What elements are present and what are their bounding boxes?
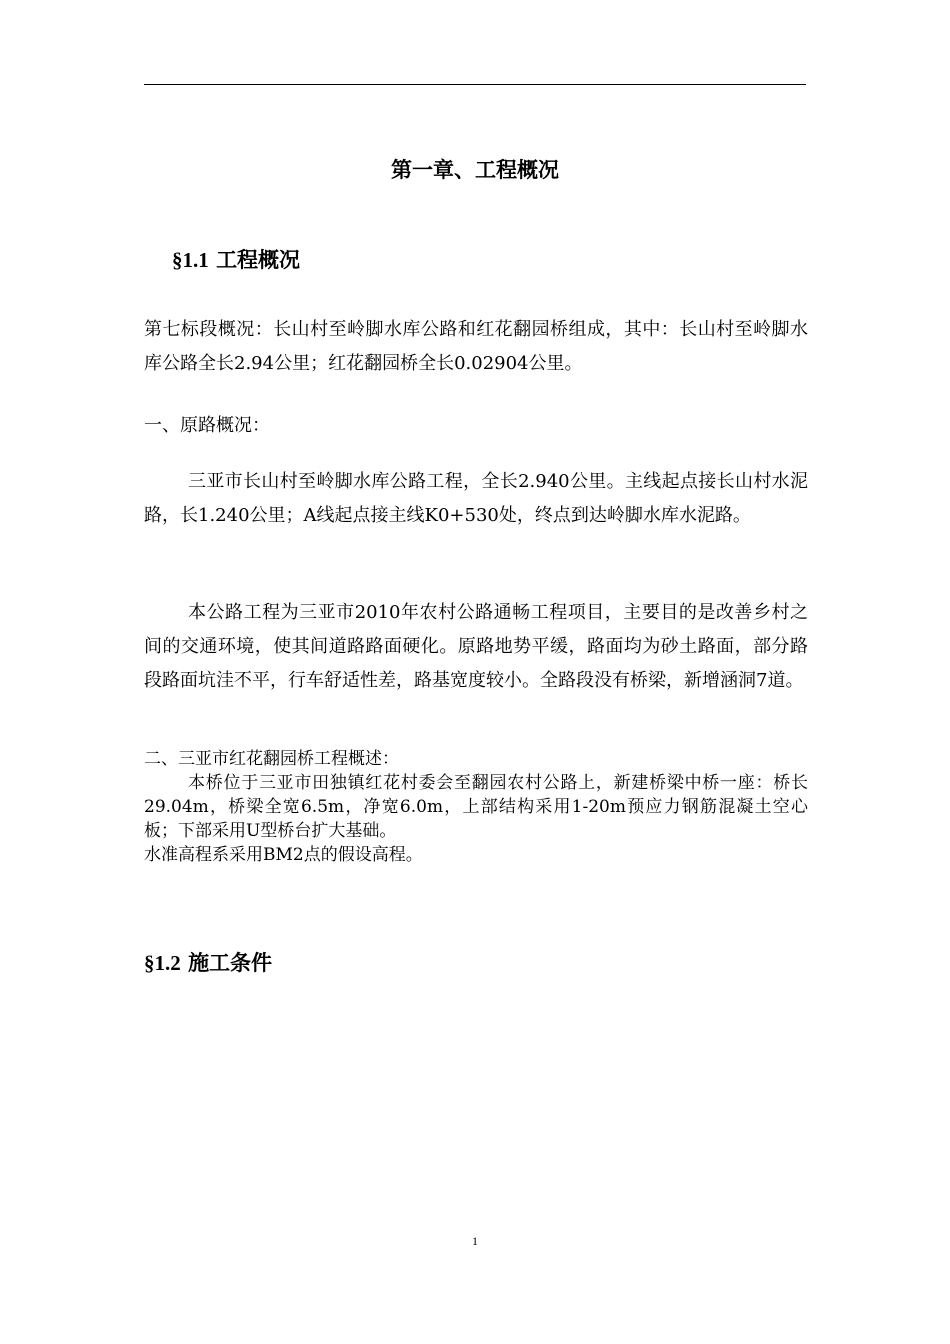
section-number: §1.2 <box>144 951 181 975</box>
overview-paragraph: 第七标段概况：长山村至岭脚水库公路和红花翻园桥组成，其中：长山村至岭脚水库公路全长2.94公里；红花翻园桥全长0.02904公里。 <box>144 319 808 374</box>
page-number: 1 <box>472 1234 478 1248</box>
bridge-paragraph: 本桥位于三亚市田独镇红花村委会至翻园农村公路上，新建桥梁中桥一座：桥长29.04m，桥梁全宽6.5m，净宽6.0m，上部结构采用1-20m预应力钢筋混凝土空心板；下部采用U型桥台扩大基础。 <box>144 773 808 841</box>
route-paragraph-1: 三亚市长山村至岭脚水库公路工程，全长2.940公里。主线起点接长山村水泥路，长1.240公里；A线起点接主线K0+530处，终点到达岭脚水库水泥路。 <box>144 471 808 526</box>
section-number: §1.1 <box>172 248 209 272</box>
subheading-bridge: 二、三亚市红花翻园桥工程概述： <box>144 749 399 769</box>
route-paragraph-2: 本公路工程为三亚市2010年农村公路通畅工程项目，主要目的是改善乡村之间的交通环境，使其间道路路面硬化。原路地势平缓，路面均为砂土路面，部分路段路面坑洼不平，行车舒适性差，路基宽度较小。全路段没有桥梁，新增涵洞7道。 <box>144 602 808 691</box>
chapter-title: 第一章、工程概况 <box>391 158 559 182</box>
header-rule <box>144 84 806 85</box>
level-paragraph: 水准高程系采用BM2点的假设高程。 <box>144 845 423 865</box>
subheading-original-road: 一、原路概况： <box>144 415 270 436</box>
section-title: 施工条件 <box>188 951 273 975</box>
section-heading-1-2 <box>144 945 272 981</box>
section-title: 工程概况 <box>216 248 301 272</box>
section-heading-1-1 <box>172 242 300 278</box>
